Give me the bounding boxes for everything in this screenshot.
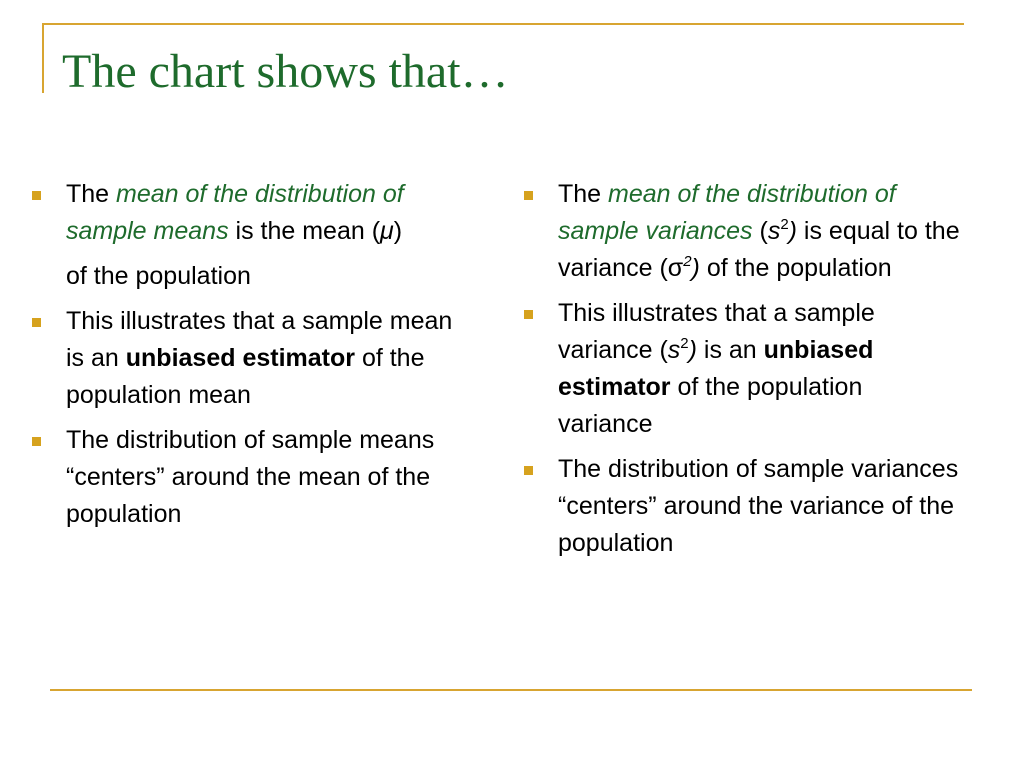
text-run: is equal to the variance (σ xyxy=(558,217,960,282)
s-symbol: s xyxy=(667,336,681,364)
text-run: is an xyxy=(696,336,764,364)
square-bullet-icon xyxy=(32,318,41,327)
text-run: of the population xyxy=(699,254,892,282)
text-run: The distribution of sample means “centers” around the mean of the population xyxy=(66,426,435,528)
text-run: of the population mean xyxy=(66,344,425,409)
text-run: The xyxy=(558,180,609,208)
superscript: 2 xyxy=(683,252,692,270)
text-run: ) xyxy=(788,217,797,245)
text-run: ) xyxy=(688,336,697,364)
text-run: ) xyxy=(393,217,403,245)
text-run: is the mean ( xyxy=(228,217,381,245)
square-bullet-icon xyxy=(524,310,533,319)
text-run: This illustrates that a sample mean is an xyxy=(66,307,453,372)
text-run: The distribution of sample variances “centers” around the variance of the population xyxy=(558,455,959,557)
square-bullet-icon xyxy=(524,191,533,200)
left-bullet-list xyxy=(30,176,470,541)
superscript: 2 xyxy=(680,334,689,352)
left-bullet-2 xyxy=(30,303,470,414)
square-bullet-icon xyxy=(32,191,41,200)
left-bullet-3 xyxy=(30,422,470,533)
text-run: of the population variance xyxy=(558,373,863,438)
text-run: ) xyxy=(691,254,700,282)
left-bullet-1 xyxy=(30,176,470,295)
emphasis-text: mean of the distribution of sample variances xyxy=(558,180,896,245)
superscript: 2 xyxy=(780,215,789,233)
text-run: The xyxy=(66,180,117,208)
bullet-continuation: of the population xyxy=(66,262,251,290)
text-run: This illustrates that a sample variance ( xyxy=(558,299,875,364)
right-bullet-1 xyxy=(522,176,962,287)
right-bullet-2 xyxy=(522,295,962,443)
emphasis-text: mean of the distribution of sample means xyxy=(66,180,404,245)
square-bullet-icon xyxy=(32,437,41,446)
title-left-rule xyxy=(42,23,44,93)
right-bullet-list xyxy=(522,176,962,570)
text-run: ( xyxy=(752,217,768,245)
mu-symbol: μ xyxy=(380,217,394,245)
right-bullet-3 xyxy=(522,451,962,562)
title-top-rule xyxy=(42,23,964,25)
s-symbol: s xyxy=(767,217,781,245)
footer-rule xyxy=(50,689,972,691)
slide-title: The chart shows that… xyxy=(62,45,509,98)
bold-term: unbiased estimator xyxy=(125,344,355,372)
bold-term: unbiased estimator xyxy=(558,336,874,401)
square-bullet-icon xyxy=(524,466,533,475)
